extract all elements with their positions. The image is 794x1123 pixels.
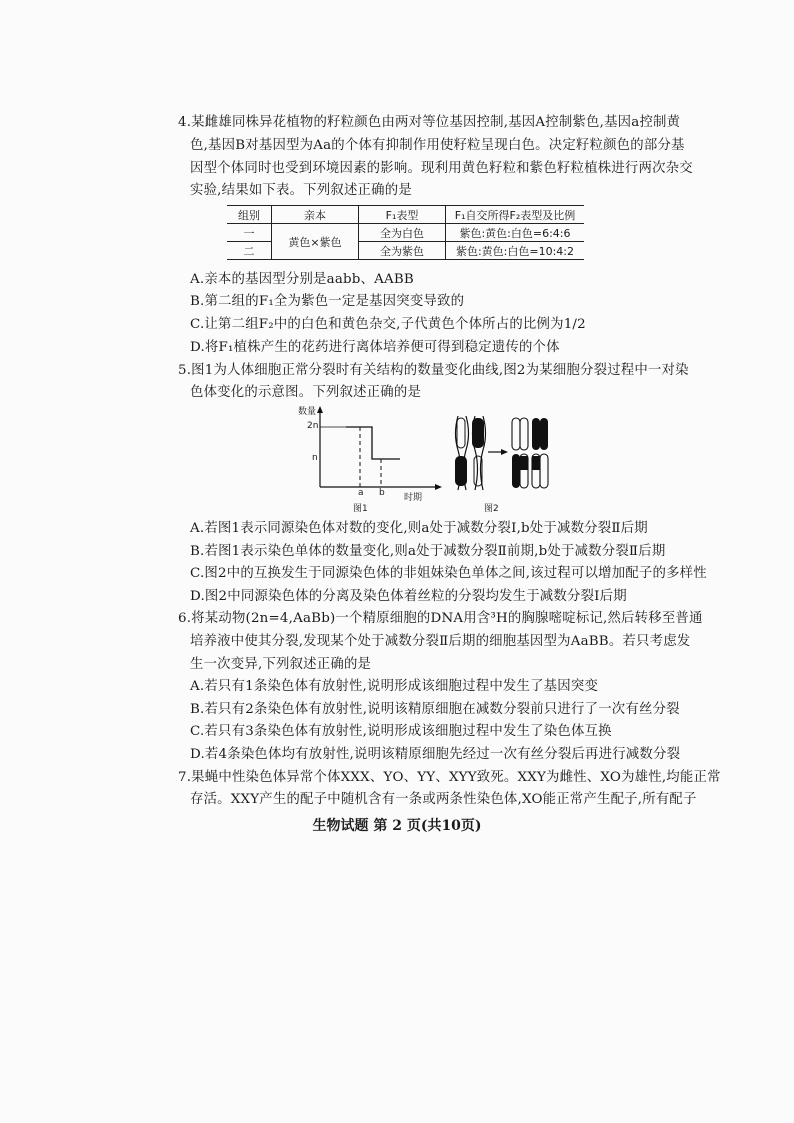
q4-stem-line-2: 色,基因B对基因型为Aa的个体有抑制作用使籽粒呈现白色。决定籽粒颜色的部分基 <box>190 138 685 153</box>
q6-option-c: C.若只有3条染色体有放射性,说明形成该细胞过程中发生了染色体互换 <box>190 724 612 739</box>
table-cell: 一 <box>227 224 272 242</box>
q6-stem-line-3: 生一次变异,下列叙述正确的是 <box>190 657 372 672</box>
figure-1-xlabel: 时期 <box>404 493 423 503</box>
figure-1-mark-a: a <box>358 488 364 498</box>
figure-2-chromosome-diagram <box>448 412 558 498</box>
q6-option-a: A.若只有1条染色体有放射性,说明形成该细胞过程中发生了基因突变 <box>190 679 599 694</box>
table-cell: 紫色:黄色:白色=10:4:2 <box>446 242 585 260</box>
q6-option-b: B.若只有2条染色体有放射性,说明该精原细胞在减数分裂前只进行了一次有丝分裂 <box>190 702 680 717</box>
q7-stem-line-1: 7.果蝇中性染色体异常个体XXX、YO、YY、XYY致死。XXY为雌性、XO为雄性,均能正常 <box>178 770 721 785</box>
figure-1-tick-2n: 2n <box>307 421 319 431</box>
page-footer: 生物试题 第 2 页(共10页) <box>312 818 482 834</box>
table-cell: 紫色:黄色:白色=6:4:6 <box>446 224 585 242</box>
q4-option-c: C.让第二组F₂中的白色和黄色杂交,子代黄色个体所占的比例为1/2 <box>190 317 586 332</box>
table-header-cell: F₁自交所得F₂表型及比例 <box>446 206 585 224</box>
table-header-row <box>227 206 584 224</box>
figure-1-step-graph <box>296 403 446 515</box>
table-cell: 全为紫色 <box>359 242 446 260</box>
table-cell: 黄色×紫色 <box>272 224 359 260</box>
table-cell: 二 <box>227 242 272 260</box>
q5-option-a: A.若图1表示同源染色体对数的变化,则a处于减数分裂Ⅰ,b处于减数分裂Ⅱ后期 <box>190 521 648 536</box>
q5-stem-line-2: 色体变化的示意图。下列叙述正确的是 <box>190 385 422 400</box>
arrow-head <box>501 449 508 455</box>
q5-option-c: C.图2中的互换发生于同源染色体的非姐妹染色单体之间,该过程可以增加配子的多样性 <box>190 566 707 581</box>
q4-option-d: D.将F₁植株产生的花药进行离体培养便可得到稳定遗传的个体 <box>190 340 560 355</box>
table-header-cell: F₁表型 <box>359 206 446 224</box>
q6-stem-line-1: 6.将某动物(2n=4,AaBb)一个精原细胞的DNA用含³H的胸腺嘧啶标记,然后转移至普通 <box>178 611 703 626</box>
figure-1-tick-n: n <box>312 453 318 463</box>
q7-stem-line-2: 存活。XXY产生的配子中随机含有一条或两条性染色体,XO能正常产生配子,所有配子 <box>190 792 697 807</box>
figure-2-caption: 图2 <box>484 504 499 514</box>
chromosome-pair-before <box>455 416 486 490</box>
q6-option-d: D.若4条染色体均有放射性,说明该精原细胞先经过一次有丝分裂后再进行减数分裂 <box>190 747 681 762</box>
figure-1-ylabel: 数量 <box>298 407 317 417</box>
q5-option-d: D.图2中同源染色体的分离及染色体着丝粒的分裂均发生于减数分裂Ⅰ后期 <box>190 589 627 604</box>
figure-1-mark-b: b <box>379 488 385 498</box>
y-axis-arrow <box>317 406 323 413</box>
step-curve <box>346 427 400 459</box>
q4-option-b: B.第二组的F₁全为紫色一定是基因突变导致的 <box>190 294 465 309</box>
table-cell: 全为白色 <box>359 224 446 242</box>
figure-1-caption: 图1 <box>353 504 368 514</box>
table-header-cell: 亲本 <box>272 206 359 224</box>
q4-data-table <box>227 205 584 260</box>
q4-stem-line-3: 因型个体同时也受到环境因素的影响。现利用黄色籽粒和紫色籽粒植株进行两次杂交 <box>190 161 693 176</box>
chromosome-pair-after <box>512 418 548 488</box>
q4-option-a: A.亲本的基因型分别是aabb、AABB <box>190 272 414 287</box>
q5-option-b: B.若图1表示染色单体的数量变化,则a处于减数分裂Ⅱ前期,b处于减数分裂Ⅱ后期 <box>190 544 666 559</box>
q4-stem-line-1: 4.某雌雄同株异花植物的籽粒颜色由两对等位基因控制,基因A控制紫色,基因a控制黄 <box>178 115 681 130</box>
table-header-cell: 组别 <box>227 206 272 224</box>
q5-stem-line-1: 5.图1为人体细胞正常分裂时有关结构的数量变化曲线,图2为某细胞分裂过程中一对染 <box>178 363 689 378</box>
x-axis-arrow <box>435 484 442 490</box>
table-row <box>227 224 584 242</box>
q6-stem-line-2: 培养液中使其分裂,发现某个处于减数分裂Ⅱ后期的细胞基因型为AaBB。若只考虑发 <box>190 634 691 649</box>
q4-stem-line-4: 实验,结果如下表。下列叙述正确的是 <box>190 183 412 198</box>
